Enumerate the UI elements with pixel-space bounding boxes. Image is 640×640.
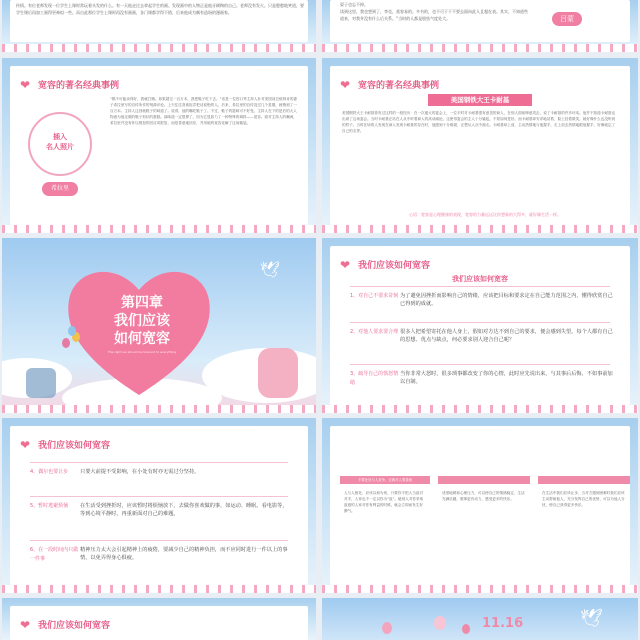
card-text: 在生活中我们应该让步，当对方遇到困难时我们应该主动帮助他人，充分发挥自己的优势，可以为他人分忧，使自己获得更多快乐。 <box>542 491 625 507</box>
list-item <box>350 370 620 388</box>
photo-placeholder-text: 插入 名人照片 <box>46 133 74 151</box>
card-title: 不要处处与人竞争，去就对人要善意 <box>340 476 430 484</box>
balloon-icon <box>68 326 76 336</box>
heart-balloon-icon: ❤ <box>20 437 31 452</box>
heart-balloon-icon: ❤ <box>20 77 31 92</box>
slide-3-conclusion: 心语：宽容是心理健康的表现，宽容的力量远远比你想象的大得多，就好像生活一样。 <box>409 212 561 217</box>
tip-card <box>438 476 530 576</box>
slide-1b[interactable] <box>322 0 638 52</box>
item-label: 3、疏导自己的愤怒情绪 <box>350 371 399 386</box>
name-pill: 吕蒙 <box>552 12 582 26</box>
slide-6[interactable] <box>2 418 316 593</box>
balloon-icon <box>462 624 470 634</box>
slide-7[interactable] <box>322 418 638 593</box>
slide-7-frame <box>330 426 630 585</box>
slide-6-header <box>20 438 110 451</box>
slide-1-frame <box>10 0 308 42</box>
divider <box>30 540 288 541</box>
slide-1b-frame <box>330 0 630 42</box>
slide-8-title: 我们应该如何宽容 <box>38 621 111 631</box>
slide-2[interactable] <box>2 58 316 233</box>
slide-2-header <box>20 78 119 91</box>
list-item <box>30 502 300 518</box>
slide-1b-text-1: 晏子也忘不掉。 <box>340 2 368 7</box>
dove-icon: 🕊 <box>580 608 603 629</box>
fence-strip <box>322 225 638 233</box>
item-text: 只要大前提不受影响，在小处有时亦无需过分坚持。 <box>80 469 200 475</box>
mother-child-figure <box>258 348 298 398</box>
chapter-title-line2: 如何宽容 <box>114 331 170 347</box>
dove-icon: 🕊 <box>260 260 281 279</box>
chapter-title <box>97 294 187 348</box>
divider <box>30 462 288 463</box>
card-text: 适度地缓和心理压力，可以使自己的情绪稳定，生活充满乐趣，做事更有动力，感受更多的快乐。 <box>442 491 525 501</box>
slide-4[interactable] <box>2 238 316 413</box>
divider <box>350 322 610 323</box>
slide-2-frame <box>10 66 308 225</box>
list-item <box>350 292 620 308</box>
slide-8-frame <box>10 606 308 640</box>
slide-2-title: 宽容的著名经典事例 <box>38 81 120 91</box>
list-item <box>30 546 300 564</box>
photo-placeholder-circle <box>28 112 92 176</box>
divider <box>350 286 610 287</box>
slide-6-title: 我们应该如何宽容 <box>38 441 111 451</box>
fence-strip <box>2 585 316 593</box>
slide-2-body: “鹤不可能卖得好，我就打赌。如果超过一百万本，我把鞋子吃下去。”话是一位因口秀主持人针对美国前总统林肯的妻子希拉里写的自传所作的刻薄评论。上天往往喜欢捉弄把话说绝的人。后来，希拉里的自传没过几个星期，就销到了一百万本。主持人这回就鞋子的味道了。说得，他的嘴吃鞋子了。不过，鞋子的滋味可不好受。主持人在下的是后的大人物意为他还做的鞋子形状的蛋糕。那味道一定很棒了。因为它显如力了一种特殊的调料——宽容。面对主持人的嘲讽，希拉里并没有怀以愤怒的回应或报复，而是善意地回应，并用她的宽容化解了这场尴尬。 <box>110 97 298 125</box>
card-title <box>538 476 630 484</box>
item-text: 精神压力太大会引起精神上的疲倦，要减少自己的精神负担，而不应同时进行一件以上的事情，以免弄得身心俱疲。 <box>80 547 288 561</box>
divider <box>30 496 288 497</box>
tip-card <box>538 476 630 576</box>
slide-5-title: 我们应该如何宽容 <box>358 261 431 271</box>
slide-1-text: 传情。有位老师发现一位学生上课时常玩着头发的什么。有一天他走过去拿起学生的画。发现画中的人物正是他牙刷掏的自己。老师没有发火。只是憨憨地笑道，要学生课后再加工画得更神似一些。而自此那位学生上课时再没有画画，各门课都学得不错，后来他成为颇有造诣的漫画家。 <box>16 3 304 15</box>
fence-strip <box>322 405 638 413</box>
date-label: 11.16 <box>482 616 524 631</box>
card-title <box>438 476 530 484</box>
item-text: 当你非常大怒时，很多琐事都改变了你的心情，此时应先说出来，与其事后后悔，不如事前加以自制。 <box>400 371 613 385</box>
item-text: 很多人把希望寄托在他人身上，假如对方达不到自己的要求，便会感到失望。每个人都有自己的思想、优点与缺点，何必要求别人迎合自己呢？ <box>400 329 613 343</box>
heart-balloon-icon: ❤ <box>340 77 351 92</box>
child-bike-figure <box>26 368 56 398</box>
balloon-icon <box>382 622 392 634</box>
list-item <box>350 328 620 344</box>
slide-3-header <box>340 78 439 91</box>
fence-strip <box>322 585 638 593</box>
chapter-number: 第四章 <box>121 295 163 311</box>
slide-1[interactable] <box>2 0 316 52</box>
chapter-title-line1: 我们应该 <box>114 313 170 329</box>
slide-5-header <box>340 258 430 271</box>
slide-3-subtitle: 美国钢铁大王卡耐基 <box>428 94 532 106</box>
item-label: 4、偶尔也要让步 <box>30 469 69 475</box>
fence-strip <box>322 44 638 52</box>
divider <box>350 364 610 365</box>
item-label: 1、对自己不要求苛刻 <box>350 293 399 299</box>
slide-9[interactable] <box>322 598 638 640</box>
fence-strip <box>2 44 316 52</box>
slide-3-frame <box>330 66 630 225</box>
tip-card <box>340 476 430 576</box>
slide-3-body: 美国钢铁大王卡耐基曾有过这样的一段经历：在一次盛大的宴会上，一位平时对卡耐基很有意见的商人，在别人面前肆意攻击，说了卡耐基的许多坏话。他并不知道卡耐基也出席了这场宴会。当时卡耐基正站在人从中听着商人的高谈阔论。这使得宴会的主人十分尴尬，不知如何是好。而卡耐基却安详地站着，脸上挂着微笑。就好像什么也没听到的样子。当时在场的人发现在商人发现卡耐基的存在时，他感到十分难堪，正想从人丛中溜走。卡耐基却上前，主动热情地与他握手，走上前去热情地跟他握手，好像就忘了自己的名誉。 <box>342 111 616 133</box>
slide-5-frame <box>330 246 630 405</box>
chapter-english: The right we should be tolerant to everything <box>107 350 177 354</box>
heart-balloon-icon: ❤ <box>340 257 351 272</box>
slide-3[interactable] <box>322 58 638 233</box>
slide-8[interactable] <box>2 598 316 640</box>
heart-balloon-icon: ❤ <box>20 617 31 632</box>
fence-strip <box>2 225 316 233</box>
item-label: 6、在一段时间内只做一件事 <box>30 547 79 562</box>
fence-strip <box>2 405 316 413</box>
item-label: 2、对他人要求要合理 <box>350 329 399 335</box>
slide-3-title: 宽容的著名经典事例 <box>358 81 440 91</box>
item-label: 5、暂时逃避烦恼 <box>30 503 69 509</box>
item-text: 在生活受到挫折时，应该暂时将烦恼放下，去做你喜欢做的事，如运动、睡眠、看电影等，等到心境平静时，再重新面对自己的难题。 <box>80 503 288 517</box>
slide-6-frame <box>10 426 308 585</box>
list-item <box>30 468 300 477</box>
slide-1b-text-2: 读到这里，我也想到了，李克，莫容易的。多书的，也不可于干不要去面向此人且超在表。其实，不知道些道来，对我井没有什么后关系。“当时的人都是胆怯气度处大。 <box>340 9 528 21</box>
slide-8-header <box>20 618 110 631</box>
item-text: 为了避免因挫折而影响自己的情绪，应该把目标和要求定在自己能力范围之内，懂得欣赏自己已得到的成就。 <box>400 293 613 307</box>
slide-5-subtitle: 我们应该如何宽容 <box>452 275 508 283</box>
name-pill: 希拉里 <box>42 182 78 196</box>
card-text: 人与人相处，应该以和为贵，只要你不把人当敌对对手，人家也不一定以你为“敌”。疑别人对你采取敌意的人家对你有利益的时候，就会立即而发生好脾气。 <box>344 491 424 513</box>
balloon-icon <box>434 616 446 630</box>
slide-5[interactable] <box>322 238 638 413</box>
balloon-icon <box>62 338 70 348</box>
